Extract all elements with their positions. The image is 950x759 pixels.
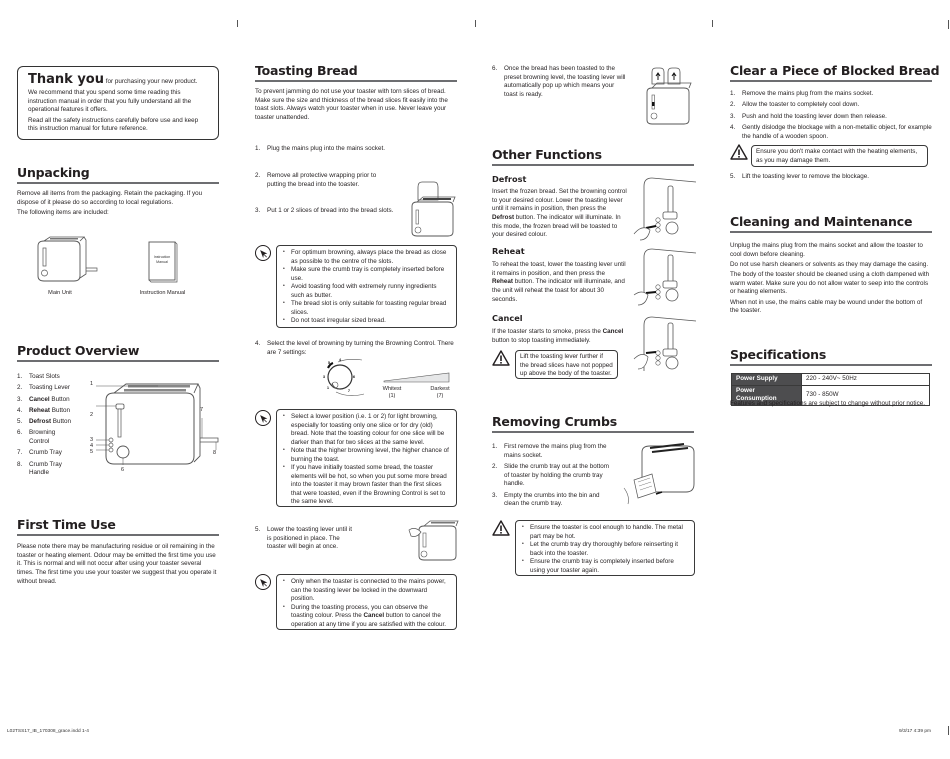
main-unit-caption: Main Unit — [48, 290, 72, 296]
crop-mark — [948, 726, 949, 735]
cleaning-paragraph: Do not use harsh cleaners or solvents as they may damage the casing. — [730, 260, 929, 268]
section-title-specifications: Specifications — [730, 347, 827, 362]
instruction-manual-caption: Instruction Manual — [139, 290, 186, 296]
toast-popup-illustration — [644, 66, 694, 128]
section-title-other-functions: Other Functions — [492, 147, 602, 162]
crop-mark — [712, 20, 713, 27]
svg-text:Manual: Manual — [156, 260, 168, 264]
tip-item: • Make sure the crumb tray is completely inserted before use. — [282, 266, 451, 283]
warning-item: • Let the crumb tray dry thoroughly before reinserting it back into the toaster. — [521, 541, 689, 558]
step-item: 5. Lower the toasting lever until it is positioned in place. The toaster will begin at once. — [255, 526, 353, 551]
toasting-intro: To prevent jamming do not use your toaster with torn slices of bread. Make sure the size and thickness of the bread slices fit easily into the toast slots. Always watch your toaster when in use. Never leave your toaster unattended. — [255, 88, 448, 122]
cleaning-text — [730, 242, 932, 318]
tip-item: • For optimum browning, always place the bread as close as possible to the centre of the slots. — [282, 249, 451, 266]
spec-value: 220 - 240V~ 50Hz — [802, 374, 930, 386]
section-rule — [17, 534, 219, 536]
step-item: 5. Lift the toasting lever to remove the blockage. — [730, 173, 870, 180]
cancel-button-illustration — [632, 315, 698, 377]
cleaning-paragraph: The body of the toaster should be cleaned using a cloth dampened with warm water. Make sure you do not allow water to seep into the controls or heating elements. — [730, 271, 930, 296]
part-item: 5. Defrost Button — [17, 418, 72, 426]
callout-number: 7 — [200, 407, 204, 413]
step-item: 3. Push and hold the toasting lever down then release. — [730, 112, 887, 120]
section-rule — [492, 164, 694, 166]
tips-box — [276, 245, 457, 328]
tip-item: • Select a lower position (i.e. 1 or 2) for light browning, especially for toasting only one slice or for dry (old) bread. Note that the toasting colour for one slice will be darker than that for two slices at the same level. — [282, 413, 451, 447]
svg-text:1: 1 — [327, 386, 329, 390]
defrost-text: Insert the frozen bread. Set the browning control to your desired colour. Lower the toasting lever until it remains in position, then press the Defrost button. The indicator will illuminate. In this mode, the frozen bread will be toasted to your desired colour. — [492, 188, 627, 239]
callout-number: 2 — [90, 412, 94, 418]
tip-item: • Avoid toasting food with extremely runny ingredients such as butter. — [282, 283, 451, 300]
blocked-bread-warning-box: Ensure you don't make contact with the heating elements, as you may damage them. — [751, 145, 928, 167]
part-item: 7. Crumb Tray — [17, 449, 62, 457]
thank-you-paragraph: We recommend that you spend some time reading this instruction manual in order that you fully understand all the operational features it offers. — [28, 89, 192, 114]
spec-key: Power Consumption — [732, 385, 802, 405]
thank-you-box — [17, 66, 219, 140]
thank-you-heading: Thank you — [28, 72, 104, 87]
spec-row — [732, 374, 930, 386]
instruction-manual-illustration — [147, 240, 179, 284]
parts-list — [17, 373, 87, 481]
crop-mark — [948, 20, 949, 29]
step-item: 4. Select the level of browning by turning the Browning Control. There are 7 settings: — [255, 340, 454, 356]
browning-whitest-label: Whitest (1) — [382, 386, 402, 399]
reheat-button-illustration — [632, 247, 698, 309]
warning-item: • Ensure the toaster is cool enough to handle. The metal part may be hot. — [521, 524, 689, 541]
section-rule — [730, 231, 932, 233]
removing-crumbs-steps — [492, 443, 612, 512]
section-rule — [17, 360, 219, 362]
svg-text:7: 7 — [348, 389, 350, 393]
subsection-title-cancel: Cancel — [492, 313, 523, 323]
blocked-bread-steps — [730, 90, 932, 144]
spec-value: 730 - 850W — [802, 385, 930, 405]
part-item: 4. Reheat Button — [17, 406, 70, 414]
section-title-product-overview: Product Overview — [17, 343, 140, 358]
svg-text:5: 5 — [328, 361, 330, 365]
cleaning-paragraph: Unplug the mains plug from the mains socket and allow the toaster to cool down before cleaning. — [730, 242, 923, 258]
section-title-unpacking: Unpacking — [17, 165, 90, 180]
browning-darkest-label: Darkest (7) — [430, 386, 450, 399]
svg-text:Instruction: Instruction — [153, 255, 171, 259]
product-overview-diagram — [88, 378, 223, 473]
step-item: 1. Remove the mains plug from the mains socket. — [730, 90, 874, 97]
part-item: 1. Toast Slots — [17, 373, 60, 380]
subsection-title-reheat: Reheat — [492, 246, 525, 256]
step-item: 3. Put 1 or 2 slices of bread into the bread slots. — [255, 207, 394, 214]
section-rule — [255, 80, 457, 82]
section-title-first-time-use: First Time Use — [17, 517, 116, 532]
subsection-title-defrost: Defrost — [492, 174, 527, 184]
step-item: 2. Remove all protective wrapping prior to putting the bread into the toaster. — [255, 172, 377, 188]
callout-number: 1 — [90, 381, 94, 387]
thank-you-subtitle: for purchasing your new product. — [105, 78, 198, 85]
pin-icon — [255, 574, 271, 590]
tip-item: • Note that the higher browning level, the higher chance of burning the toast. — [282, 447, 451, 464]
crumbs-warning-box — [515, 520, 695, 576]
warning-triangle-icon — [730, 144, 748, 160]
section-rule — [492, 431, 694, 433]
unpacking-paragraph: The following items are included: — [17, 208, 109, 216]
section-rule — [17, 182, 219, 184]
spec-key: Power Supply — [732, 374, 802, 386]
lower-lever-illustration — [405, 518, 460, 562]
part-item: 8. Crumb Tray Handle — [17, 460, 62, 477]
callout-number: 6 — [121, 467, 125, 473]
step-item: 2. Allow the toaster to completely cool down. — [730, 101, 860, 109]
step-item: 4. Gently dislodge the blockage with a non-metallic object, for example the handle of a wooden spoon. — [730, 123, 932, 140]
tip-item: • The bread slot is only suitable for toasting regular bread slices. — [282, 300, 451, 317]
defrost-button-illustration — [632, 176, 698, 242]
step-item: 1. Plug the mains plug into the mains socket. — [255, 145, 385, 152]
warning-item: • Ensure the crumb tray is completely inserted before using your toaster again. — [521, 558, 689, 575]
section-title-blocked-bread: Clear a Piece of Blocked Bread — [730, 63, 940, 78]
callout-number: 4 — [90, 443, 94, 449]
cancel-text: If the toaster starts to smoke, press the Cancel button to stop toasting immediately. — [492, 328, 624, 344]
callout-number: 5 — [90, 449, 94, 455]
first-time-use-text: Please note there may be manufacturing residue or oil remaining in the toaster or heating element. Odour may be emitted the first time you use it. This is normal and will not occur after using your toaster several times. The first time you use your toaster we suggest that you operate it without bread. — [17, 543, 217, 585]
step-item: 3. Empty the crumbs into the bin and clean the crumb tray. — [492, 491, 600, 508]
part-item: 6. Browning Control — [17, 429, 56, 446]
tips-box — [276, 574, 457, 630]
pin-icon — [255, 410, 271, 426]
section-rule — [730, 364, 932, 366]
unpacking-text — [17, 190, 219, 219]
svg-text:6: 6 — [353, 375, 355, 379]
section-title-removing-crumbs: Removing Crumbs — [492, 414, 617, 429]
part-item: 3. Cancel Button — [17, 395, 70, 403]
reheat-text: To reheat the toast, lower the toasting lever until it remains in position, and then press the Reheat button. The indicator will illuminate, and the unit will reheat the toast for about 30 seconds. — [492, 261, 626, 303]
step-item: 2. Slide the crumb tray out at the bottom of toaster by holding the crumb tray handle. — [492, 462, 610, 488]
warning-triangle-icon — [492, 520, 510, 536]
part-item: 2. Toasting Lever — [17, 384, 70, 392]
cancel-warning-box: Lift the toasting lever further if the bread slices have not popped up above the body of the toaster. — [515, 350, 618, 379]
tip-item: • Do not toast irregular sized bread. — [282, 317, 451, 326]
tip-item: • During the toasting process, you can observe the toasting colour. Press the Cancel button to cancel the operation at any time if you are satisfied with the colour. — [282, 604, 451, 630]
step-item: 6. Once the bread has been toasted to the preset browning level, the toasting lever will automatically pop up which means your toast is ready. — [492, 65, 626, 99]
browning-scale-wedge — [383, 371, 451, 383]
thank-you-paragraph: Read all the safety instructions carefully before use and keep this instruction manual for future reference. — [28, 116, 199, 133]
tip-item: • Only when the toaster is connected to the mains power, can the toasting lever be locked in the downward position. — [282, 578, 451, 604]
step-item: 1. First remove the mains plug from the mains socket. — [492, 443, 607, 459]
callout-number: 3 — [90, 437, 94, 443]
main-unit-illustration — [30, 236, 100, 286]
section-title-toasting-bread: Toasting Bread — [255, 63, 358, 78]
specifications-note: Features and specifications are subject to change without prior notice. — [730, 400, 925, 407]
crop-mark — [237, 20, 238, 27]
tip-item: • If you have initially toasted some bread, the toaster elements will be hot, so when you put some more bread into the toaster it may brown faster than the first slices that were toasted, even if the Browning Control is set to the same level. — [282, 464, 451, 507]
svg-text:4: 4 — [339, 358, 341, 362]
section-title-cleaning: Cleaning and Maintenance — [730, 214, 913, 229]
section-rule — [730, 80, 932, 82]
callout-number: 8 — [213, 450, 217, 456]
svg-text:3: 3 — [323, 375, 325, 379]
unpacking-paragraph: Remove all items from the packaging. Retain the packaging. If you dispose of it please do so according to local regulations. — [17, 190, 203, 206]
toaster-bread-illustration — [408, 180, 458, 240]
crumb-tray-illustration — [622, 440, 696, 508]
cleaning-paragraph: When not in use, the mains cable may be wound under the bottom of the toaster. — [730, 298, 923, 315]
footer-date-slug: 9/3/17 4:39 pm — [899, 729, 932, 734]
warning-triangle-icon — [492, 350, 510, 366]
crop-mark — [475, 20, 476, 27]
browning-dial-illustration — [318, 356, 366, 402]
footer-file-slug: L02TSS17_IB_170308_grace.indd 1-4 — [7, 729, 89, 734]
tips-box — [276, 409, 457, 507]
pin-icon — [255, 245, 271, 261]
